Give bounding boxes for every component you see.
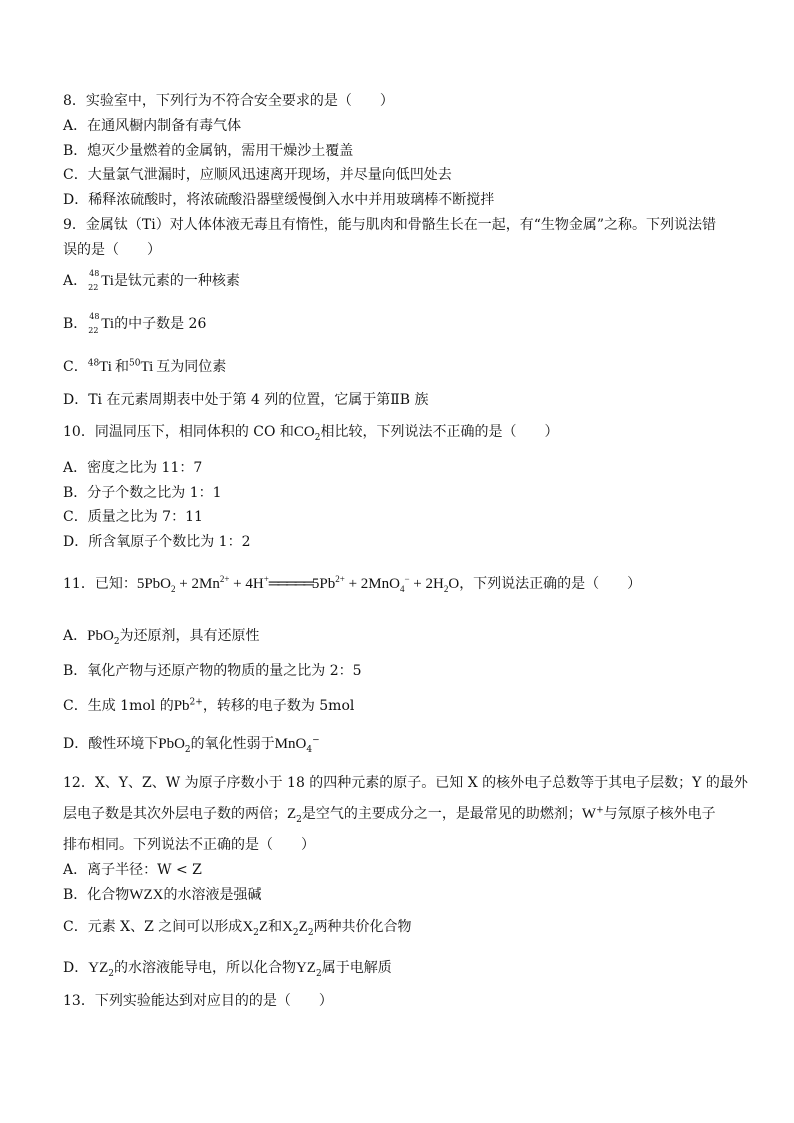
q10-co2-sub: 2 bbox=[314, 432, 321, 443]
q11-d-pre: D．酸性环境下 bbox=[63, 736, 159, 752]
q9-stem-line1: 9．金属钛（Ti）对人体体液无毒且有惰性，能与肌肉和骨骼生长在一起，有“生物金属”之称。下列说法错 bbox=[63, 217, 717, 233]
q8-option-b: B．熄灭少量燃着的金属钠，需用干燥沙土覆盖 bbox=[63, 143, 354, 159]
q11-a-sub: 2 bbox=[113, 636, 120, 647]
q11-equation bbox=[137, 576, 459, 592]
q10-co2: CO bbox=[293, 424, 315, 440]
q12-b-post: 的水溶液是强碱 bbox=[163, 887, 262, 903]
eq-h2: + 2H bbox=[409, 576, 444, 592]
q12-option-b bbox=[63, 886, 261, 904]
q11-a-label: A． bbox=[63, 628, 88, 644]
q12-stem-line1: 12．X、Y、Z、W 为原子序数小于 18 的四种元素的原子。已知 X 的核外电子总数等于其电子层数；Y 的最外 bbox=[63, 775, 748, 791]
q12-d-formula2: YZ bbox=[295, 960, 316, 976]
q12-option-c bbox=[63, 918, 412, 936]
q12-c-pre: C．元素 X、Z 之间可以形成 bbox=[63, 919, 243, 935]
q11-a-text: 为还原剂，具有还原性 bbox=[119, 628, 260, 644]
q12-stem-line3: 排布相同。下列说法不正确的是（ ） bbox=[63, 837, 315, 853]
q9-b-z: 22 bbox=[88, 326, 99, 335]
q9-a-symbol: Ti bbox=[101, 273, 114, 289]
q11-stem-pre: 11．已知： bbox=[63, 576, 137, 592]
q11-d-mid: 的氧化性弱于 bbox=[190, 736, 275, 752]
q10-option-c: C．质量之比为 7：11 bbox=[63, 509, 203, 525]
q8-option-a: A．在通风橱内制备有毒气体 bbox=[63, 118, 242, 134]
eq-h2o-sub: 2 bbox=[443, 584, 449, 594]
q12-z: Z bbox=[287, 806, 297, 822]
q9-stem-line2: 误的是（ ） bbox=[63, 242, 161, 258]
q12-c-f1: X bbox=[242, 919, 254, 935]
q12-stem2-pre: 层电子数是其次外层电子数的两倍； bbox=[63, 806, 287, 822]
q9-option-c bbox=[63, 358, 226, 376]
q9-b-text: 的中子数是 26 bbox=[114, 316, 207, 332]
q12-stem-line2 bbox=[63, 805, 716, 823]
q12-b-formula: WZX bbox=[129, 887, 164, 903]
q10-stem bbox=[63, 423, 558, 441]
q9-option-d: D．Ti 在元素周期表中处于第 4 列的位置，它属于第ⅡB 族 bbox=[63, 392, 429, 408]
q12-z-sub: 2 bbox=[296, 814, 302, 825]
q11-c-formula: Pb bbox=[173, 698, 190, 714]
q12-w-sup: + bbox=[596, 805, 604, 816]
eq-mn: + 2Mn bbox=[175, 576, 220, 592]
q9-b-label: B． bbox=[63, 316, 88, 332]
q12-c-s2: 2 bbox=[292, 927, 299, 938]
q8-option-d: D．稀释浓硫酸时，将浓硫酸沿器壁缓慢倒入水中并用玻璃棒不断搅拌 bbox=[63, 192, 495, 208]
q10-option-a: A．密度之比为 11：7 bbox=[63, 460, 203, 476]
q12-option-d bbox=[63, 959, 392, 977]
q9-option-a bbox=[63, 269, 240, 292]
q10-stem-post: 相比较，下列说法不正确的是（ ） bbox=[320, 424, 559, 440]
q12-d-mid: 的水溶液能导电，所以化合物 bbox=[113, 960, 296, 976]
q11-d-sub2: 4 bbox=[306, 744, 313, 755]
eq-arrow: ═════ bbox=[268, 576, 312, 592]
q12-c-f2b: Z bbox=[298, 919, 308, 935]
q11-option-b: B．氧化产物与还原产物的物质的量之比为 2：5 bbox=[63, 663, 362, 679]
q13-stem: 13．下列实验能达到对应目的的是（ ） bbox=[63, 993, 333, 1009]
q9-c-mass2: 50 bbox=[128, 358, 141, 369]
q12-c-f2: X bbox=[282, 919, 293, 935]
q9-b-symbol: Ti bbox=[101, 316, 115, 332]
eq-o: O bbox=[448, 576, 460, 592]
q11-stem-post: ，下列说法正确的是（ ） bbox=[459, 576, 642, 592]
q12-b-pre: B．化合物 bbox=[63, 887, 130, 903]
q12-stem2-post: 与氖原子核外电子 bbox=[603, 806, 716, 822]
q8-stem: 8．实验室中，下列行为不符合安全要求的是（ ） bbox=[63, 93, 394, 109]
eq-pb-sup: 2+ bbox=[335, 574, 345, 584]
q12-option-a: A．离子半径：W < Z bbox=[63, 862, 202, 878]
q12-d-pre: D． bbox=[63, 960, 89, 976]
q10-stem-pre: 10．同温同压下，相同体积的 CO 和 bbox=[63, 424, 294, 440]
q11-stem bbox=[63, 575, 641, 593]
q12-d-sub: 2 bbox=[108, 968, 114, 979]
q9-a-text: 是钛元素的一种核素 bbox=[113, 273, 240, 289]
q12-stem2-mid: 是空气的主要成分之一，是最常见的助燃剂； bbox=[301, 806, 582, 822]
q11-option-a bbox=[63, 627, 260, 645]
q11-d-formula: PbO bbox=[158, 736, 185, 752]
q12-c-s1: 2 bbox=[253, 927, 259, 938]
eq-mno4: + 2MnO bbox=[344, 576, 400, 592]
q11-option-d bbox=[63, 735, 320, 753]
q11-c-text: ，转移的电子数为 5mol bbox=[202, 698, 355, 714]
q9-c-mass1: 48 bbox=[87, 358, 100, 369]
q9-a-nuclide bbox=[87, 269, 101, 292]
eq-pbo2-sub: 2 bbox=[171, 584, 176, 594]
q11-d-formula2: MnO bbox=[274, 736, 307, 752]
q11-d-sup2: − bbox=[312, 735, 320, 746]
q11-d-sub: 2 bbox=[184, 744, 191, 755]
eq-mn-sup: 2+ bbox=[219, 574, 230, 584]
q10-option-b: B．分子个数之比为 1：1 bbox=[63, 485, 222, 501]
q9-c-label: C． bbox=[63, 359, 88, 375]
q12-d-formula: YZ bbox=[88, 960, 109, 976]
q12-c-s3: 2 bbox=[307, 927, 314, 938]
q9-option-b bbox=[63, 312, 207, 335]
eq-mno4-sup: − bbox=[404, 574, 410, 584]
q11-c-pre: C．生成 1mol 的 bbox=[63, 698, 174, 714]
q11-a-formula: PbO bbox=[87, 628, 114, 644]
q8-option-c: C．大量氯气泄漏时，应顺风迅速离开现场，并尽量向低凹处去 bbox=[63, 167, 452, 183]
q12-c-f1b: Z bbox=[258, 919, 269, 935]
q12-d-post: 属于电解质 bbox=[321, 960, 392, 976]
q9-a-mass: 48 bbox=[89, 269, 100, 278]
q11-c-sup: 2+ bbox=[189, 697, 203, 708]
q9-c-symbol2: Ti bbox=[140, 359, 154, 375]
q9-c-mid: 和 bbox=[114, 359, 129, 375]
q12-c-mid: 和 bbox=[268, 919, 283, 935]
eq-pbo2: 5PbO bbox=[136, 576, 172, 592]
q10-option-d: D．所含氧原子个数比为 1：2 bbox=[63, 534, 251, 550]
eq-h: + 4H bbox=[229, 576, 264, 592]
q9-c-symbol1: Ti bbox=[99, 359, 112, 375]
eq-pb: 5Pb bbox=[311, 576, 336, 592]
eq-mno4-sub: 4 bbox=[399, 584, 405, 594]
q9-b-mass: 48 bbox=[89, 312, 100, 321]
q9-a-label: A． bbox=[63, 273, 88, 289]
q12-w: W bbox=[581, 806, 597, 822]
q12-c-post: 两种共价化合物 bbox=[313, 919, 412, 935]
q12-d-sub2: 2 bbox=[315, 968, 322, 979]
q11-option-c bbox=[63, 697, 354, 715]
q9-b-nuclide bbox=[87, 312, 101, 335]
eq-h-sup: + bbox=[263, 574, 269, 584]
q9-c-text: 互为同位素 bbox=[156, 359, 227, 375]
q9-a-z: 22 bbox=[88, 283, 99, 292]
